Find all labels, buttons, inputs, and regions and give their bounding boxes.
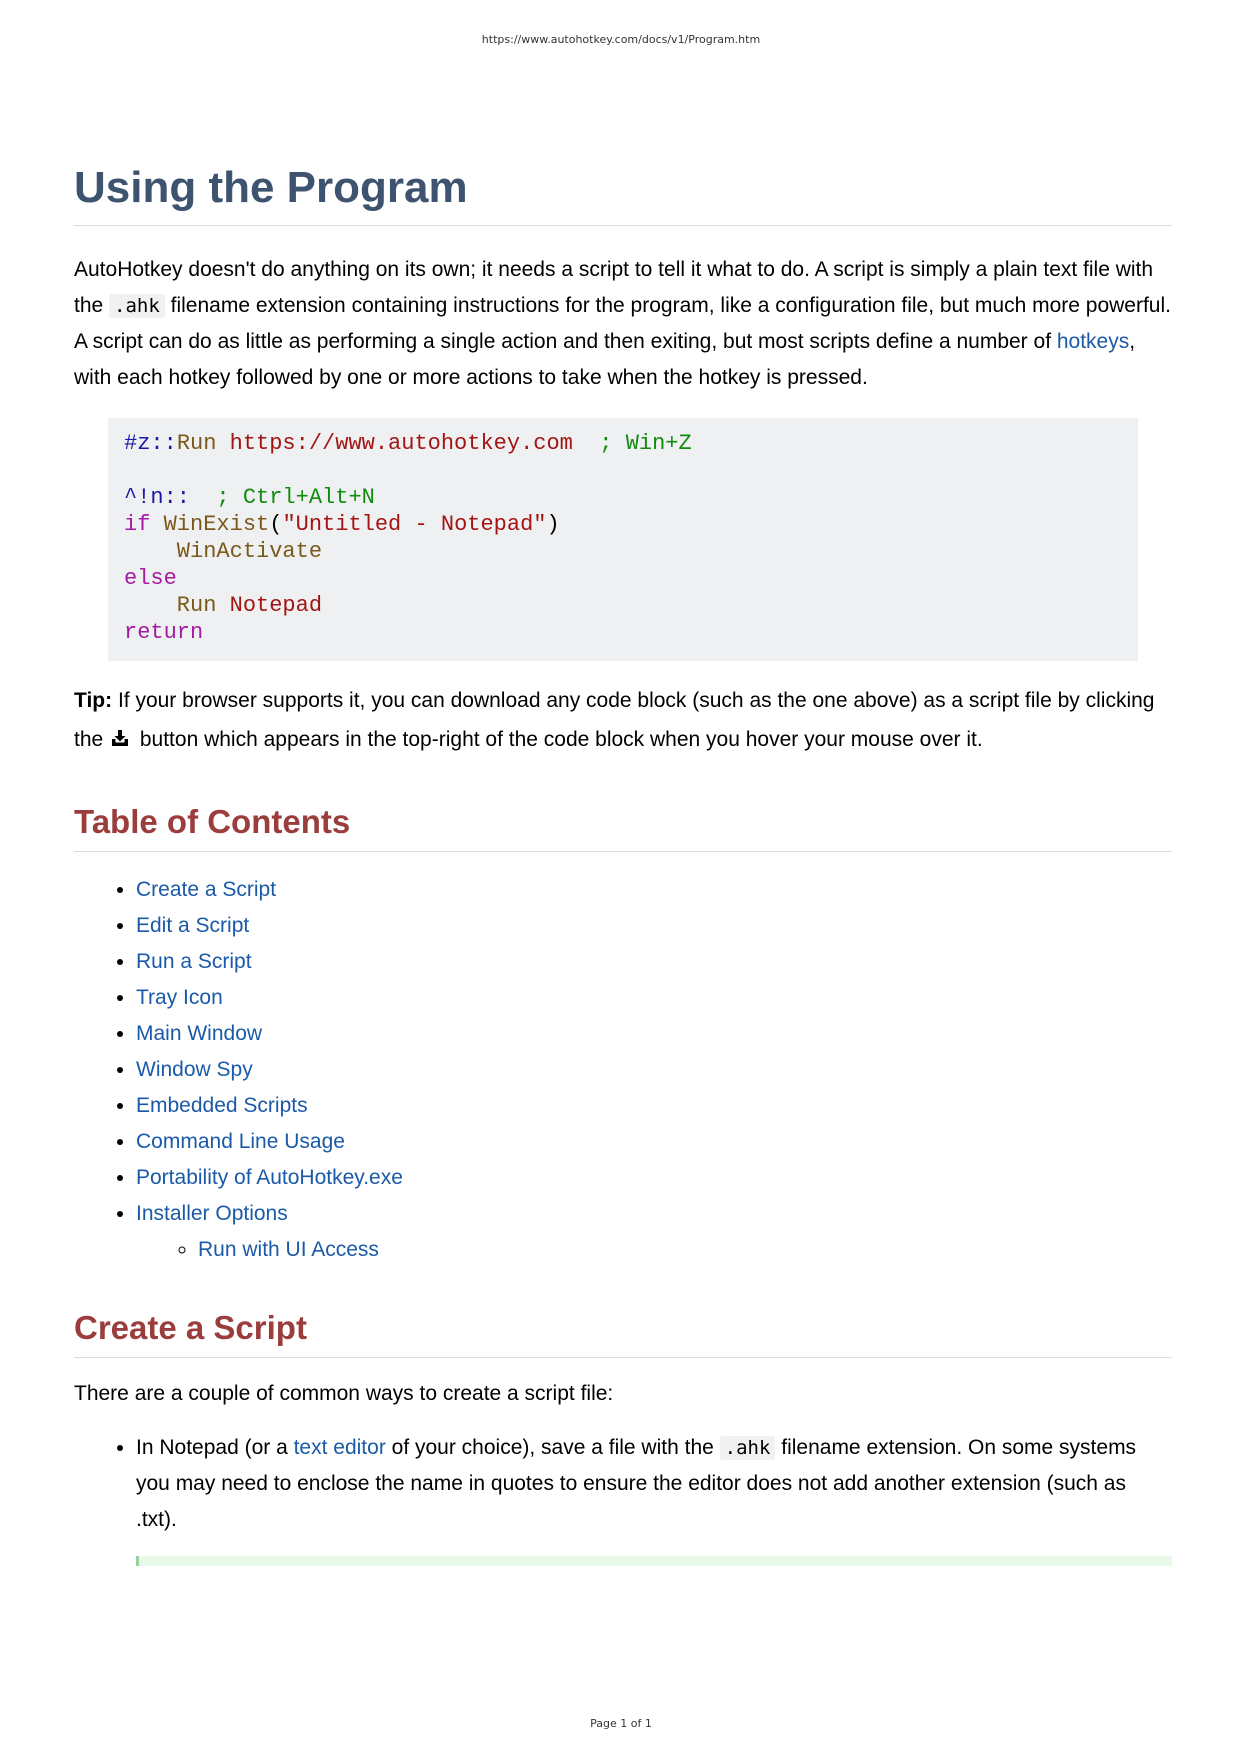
tip-label: Tip: — [74, 689, 113, 712]
toc-link-edit-script[interactable]: Edit a Script — [136, 914, 250, 937]
code-paren: ( — [269, 512, 283, 537]
code-string: "Untitled - Notepad" — [282, 512, 547, 537]
toc-link-run-script[interactable]: Run a Script — [136, 950, 252, 973]
code-comment: ; Win+Z — [572, 431, 692, 456]
page-url: https://www.autohotkey.com/docs/v1/Program.htm — [481, 33, 761, 46]
code-argument: Notepad — [216, 593, 323, 618]
bullet-text-3: filename extension. On some systems you may need to enclose the name in quotes to ensure the editor does not add another extension (such as .txt). — [136, 1436, 1137, 1531]
tip-text-2: button which appears in the top-right of the code block when you hover your mouse over it. — [134, 728, 983, 751]
toc-link-window-spy[interactable]: Window Spy — [136, 1058, 253, 1081]
code-comment: ; Ctrl+Alt+N — [190, 485, 375, 510]
download-icon — [111, 721, 129, 760]
toc-link-command-line-usage[interactable]: Command Line Usage — [136, 1130, 345, 1153]
code-url: https://www.autohotkey.com — [216, 431, 573, 456]
code-hotkey: ^!n:: — [124, 485, 191, 510]
code-hotkey: #z:: — [124, 431, 177, 456]
toc-link-installer-options[interactable]: Installer Options — [136, 1202, 288, 1225]
inline-code-ahk: .ahk — [109, 294, 165, 318]
toc-link-run-with-ui-access[interactable]: Run with UI Access — [198, 1238, 379, 1261]
toc-item — [136, 1196, 1172, 1268]
toc-item — [136, 1124, 1172, 1160]
create-script-heading: Create a Script — [74, 1308, 1172, 1358]
intro-text-3: , with each hotkey followed by one or more actions to take when the hotkey is pressed. — [74, 330, 1136, 389]
toc-item — [136, 1052, 1172, 1088]
code-command: Run — [176, 431, 217, 456]
create-script-text: There are a couple of common ways to create a script file: — [74, 1382, 614, 1405]
toc-sublist — [136, 1232, 1172, 1268]
code-keyword: return — [124, 620, 204, 645]
code-command: Run — [124, 593, 217, 618]
toc-link-tray-icon[interactable]: Tray Icon — [136, 986, 223, 1009]
toc-link-create-script[interactable]: Create a Script — [136, 878, 277, 901]
intro-text-1: AutoHotkey doesn't do anything on its own; it needs a script to tell it what to do. A script is simply a plain text file with the — [74, 258, 1154, 317]
note-box-top — [136, 1556, 1172, 1566]
page-title: Using the Program — [74, 160, 1172, 226]
text-editor-link[interactable]: text editor — [293, 1436, 386, 1459]
intro-text-2: filename extension containing instructions for the program, like a configuration file, but much more powerful. A script can do as little as performing a single action and then exiting, but most scripts define a number of — [74, 294, 1171, 353]
toc-item — [136, 908, 1172, 944]
bullet-text-1: In Notepad (or a — [136, 1436, 294, 1459]
toc-link-main-window[interactable]: Main Window — [136, 1022, 263, 1045]
toc-item — [136, 944, 1172, 980]
code-function: WinExist — [150, 512, 270, 537]
page-number: Page 1 of 1 — [590, 1717, 652, 1730]
document-content — [74, 160, 1172, 1566]
toc-item — [136, 1016, 1172, 1052]
code-block — [108, 418, 1138, 661]
toc-link-portability[interactable]: Portability of AutoHotkey.exe — [136, 1166, 403, 1189]
create-script-bullet — [136, 1430, 1172, 1538]
code-paren: ) — [546, 512, 560, 537]
create-script-list — [74, 1430, 1172, 1538]
tip-text-1: If your browser supports it, you can download any code block (such as the one above) as a script file by clicking the — [74, 689, 1155, 751]
intro-paragraph — [74, 252, 1172, 396]
toc-link-embedded-scripts[interactable]: Embedded Scripts — [136, 1094, 308, 1117]
hotkeys-link[interactable]: hotkeys — [1056, 330, 1130, 353]
toc-list — [74, 872, 1172, 1268]
toc-item — [136, 872, 1172, 908]
toc-item — [136, 1088, 1172, 1124]
code-keyword: if — [124, 512, 151, 537]
inline-code-ahk: .ahk — [720, 1436, 776, 1460]
toc-item — [136, 980, 1172, 1016]
bullet-text-2: of your choice), save a file with the — [385, 1436, 720, 1459]
code-keyword: else — [124, 566, 177, 591]
toc-heading: Table of Contents — [74, 802, 1172, 852]
tip-paragraph — [74, 681, 1172, 760]
toc-item — [136, 1160, 1172, 1196]
code-command: WinActivate — [124, 539, 323, 564]
toc-subitem — [198, 1232, 1172, 1268]
